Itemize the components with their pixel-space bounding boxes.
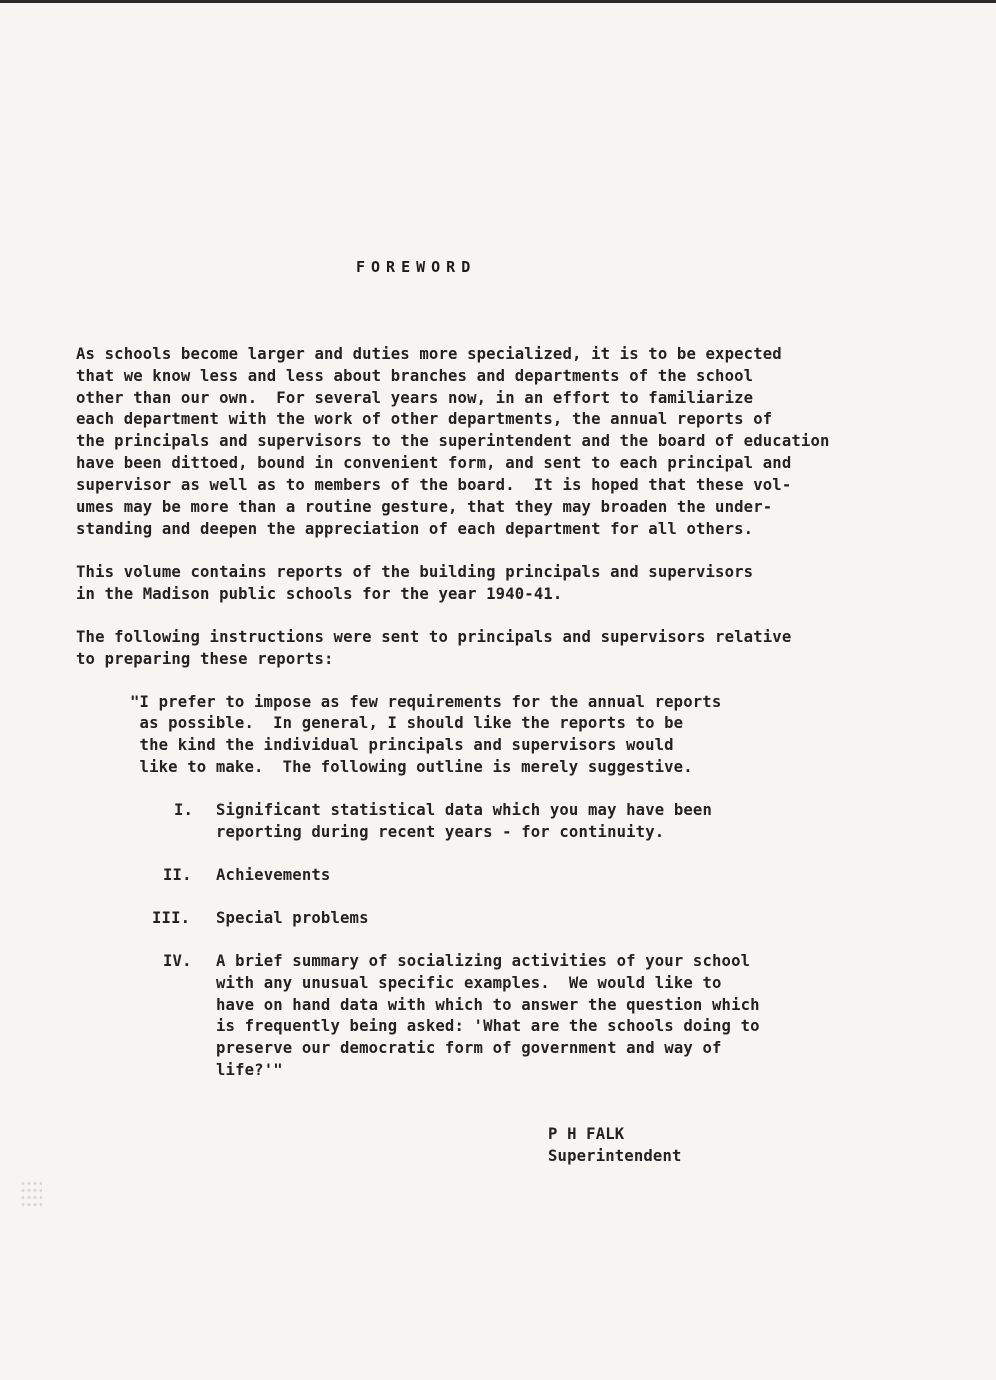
paragraph-1-line: have been dittoed, bound in convenient form, and sent to each principal and [76,454,792,472]
paragraph-1-line: that we know less and less about branches and departments of the school [76,367,754,385]
outline-numeral: II. [163,866,192,884]
ink-smudge [20,1180,42,1208]
paragraph-1-line: supervisor as well as to members of the board. It is hoped that these vol- [76,476,792,494]
outline-text-line: Achievements [216,866,331,884]
outline-numeral: III. [152,909,191,927]
quote-line: as possible. In general, I should like the reports to be [130,714,684,732]
signature-title: Superintendent [548,1147,682,1165]
outline-numeral: IV. [163,952,192,970]
paragraph-1-line: other than our own. For several years now, in an effort to familiarize [76,389,754,407]
outline-text-line: is frequently being asked: 'What are the schools doing to [216,1017,760,1035]
quote-line: "I prefer to impose as few requirements for the annual reports [130,693,722,711]
outline-text-line: Significant statistical data which you may have been [216,801,712,819]
paragraph-1-line: umes may be more than a routine gesture, that they may broaden the under- [76,498,773,516]
paragraph-3-line: The following instructions were sent to principals and supervisors relative [76,628,792,646]
outline-text-line: A brief summary of socializing activities of your school [216,952,751,970]
paragraph-1-line: As schools become larger and duties more specialized, it is to be expected [76,345,782,363]
outline-text-line: life?'" [216,1061,283,1079]
paragraph-3-line: to preparing these reports: [76,650,334,668]
paragraph-2-line: in the Madison public schools for the year 1940-41. [76,585,563,603]
outline-text-line: Special problems [216,909,369,927]
paragraph-2-line: This volume contains reports of the building principals and supervisors [76,563,754,581]
quote-line: the kind the individual principals and supervisors would [130,736,674,754]
outline-numeral: I. [174,801,194,819]
quote-line: like to make. The following outline is merely suggestive. [130,758,693,776]
outline-text-line: have on hand data with which to answer the question which [216,996,760,1014]
outline-text-line: with any unusual specific examples. We would like to [216,974,722,992]
outline-text-line: reporting during recent years - for continuity. [216,823,665,841]
paragraph-1-line: each department with the work of other departments, the annual reports of [76,410,773,428]
signature-name: P H FALK [548,1125,625,1143]
document-title: FOREWORD [356,258,477,276]
top-border [0,0,996,3]
paragraph-1-line: the principals and supervisors to the superintendent and the board of education [76,432,830,450]
outline-text-line: preserve our democratic form of government and way of [216,1039,722,1057]
paragraph-1-line: standing and deepen the appreciation of each department for all others. [76,520,754,538]
